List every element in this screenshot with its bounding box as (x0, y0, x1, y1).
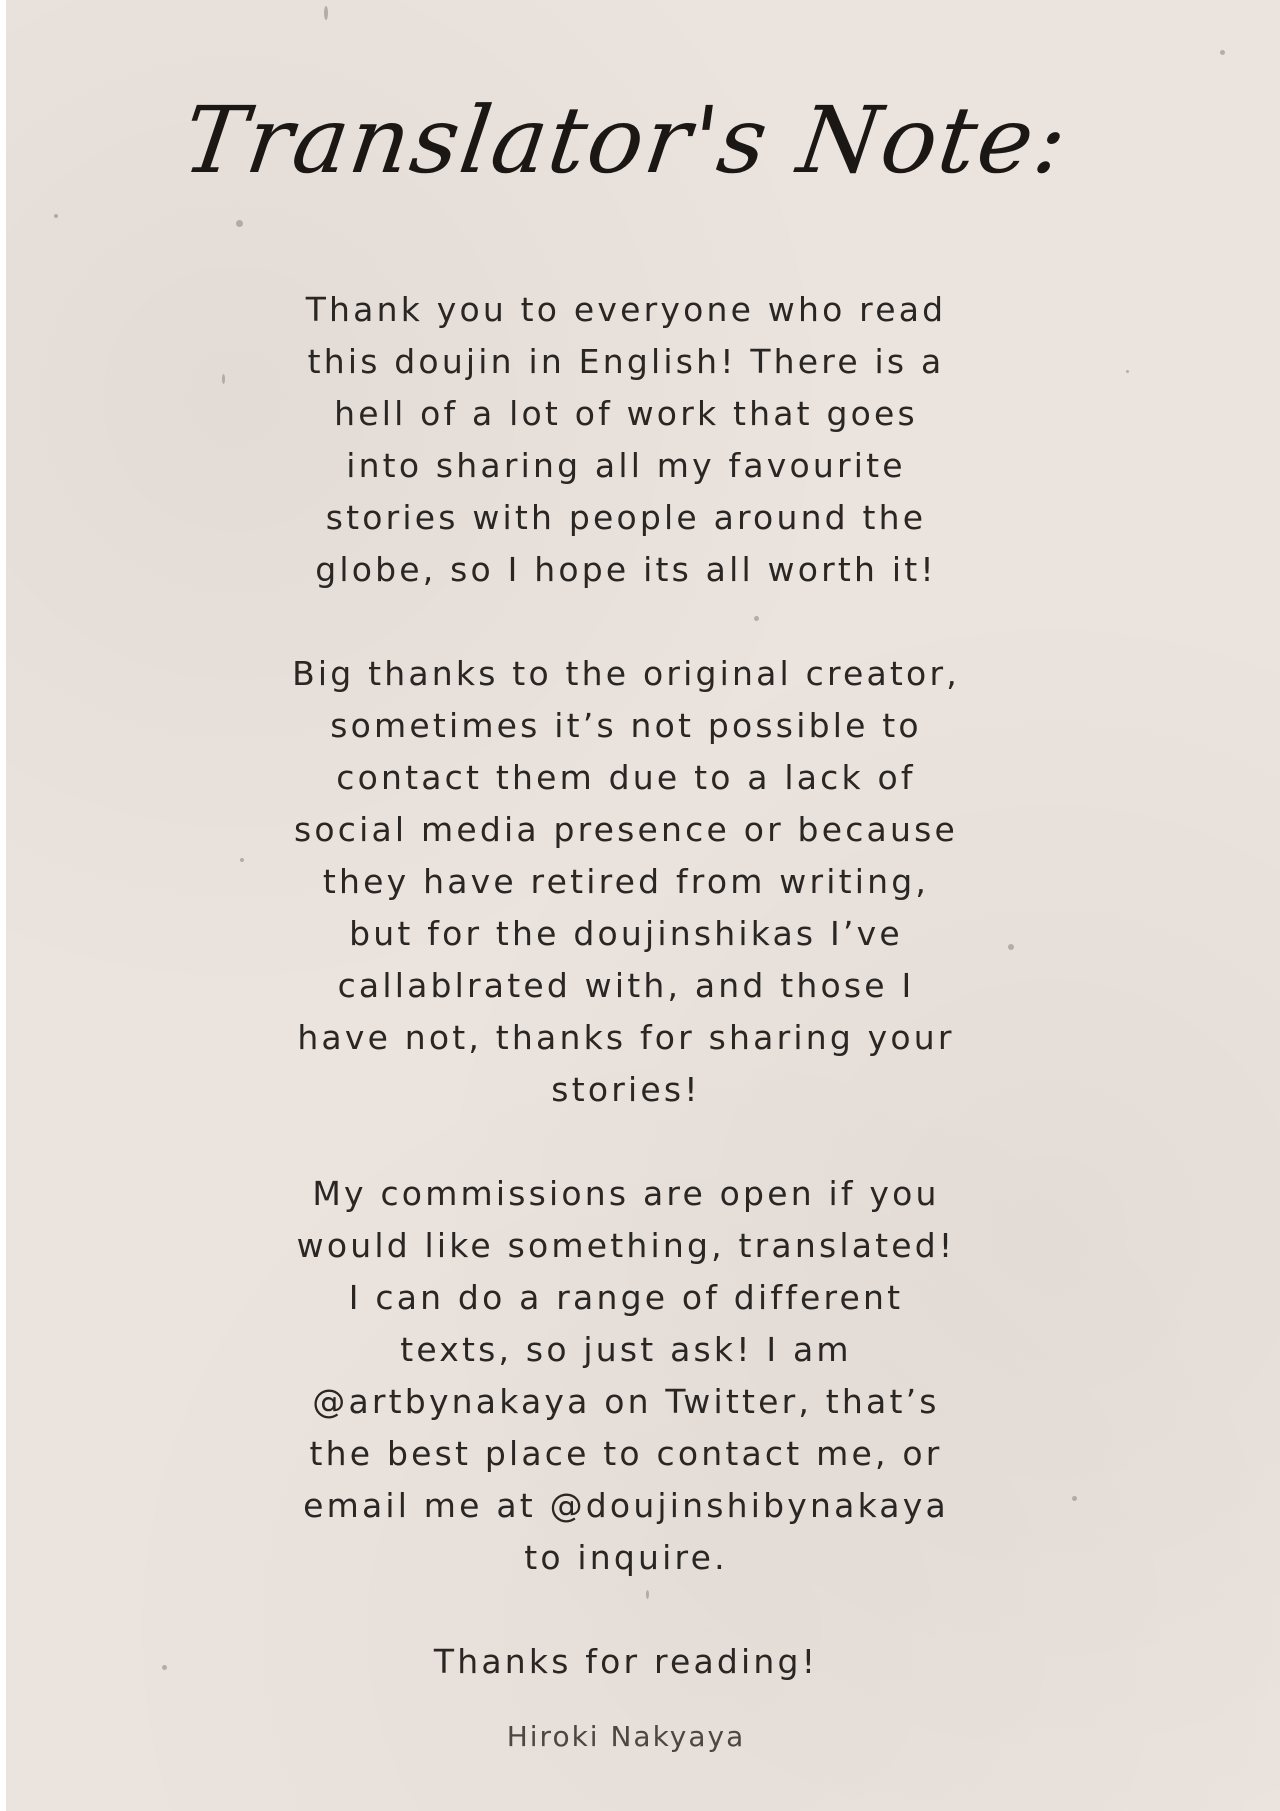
text-line: to inquire. (524, 1538, 728, 1577)
signature: Hiroki Nakyaya (506, 1720, 746, 1753)
paper-speck (1220, 50, 1225, 55)
paragraph-thanks-readers (276, 284, 976, 596)
text-line: into sharing all my favourite (346, 446, 906, 485)
paper-background (6, 0, 1280, 1811)
text-line: Big thanks to the original creator, (292, 654, 960, 693)
text-line: hell of a lot of work that goes (334, 394, 918, 433)
paragraph-gap (276, 1116, 976, 1168)
paper-speck (222, 374, 225, 384)
text-line: I can do a range of different (348, 1278, 904, 1317)
page-title: Translator's Note: (176, 87, 1076, 194)
text-line: the best place to contact me, or (309, 1434, 943, 1473)
text-line: sometimes it’s not possible to (330, 706, 922, 745)
text-line: this doujin in English! There is a (307, 342, 945, 381)
paper-speck (1126, 370, 1129, 373)
text-line: have not, thanks for sharing your (297, 1018, 955, 1057)
paper-speck (236, 220, 243, 227)
text-line: globe, so I hope its all worth it! (315, 550, 937, 589)
paragraph-thanks-creator (276, 648, 976, 1116)
paragraph-gap (276, 1584, 976, 1636)
text-line: but for the doujinshikas I’ve (349, 914, 903, 953)
paragraph-gap (276, 596, 976, 648)
text-line: social media presence or because (294, 810, 958, 849)
paper-speck (1008, 944, 1014, 950)
paper-speck (324, 6, 328, 20)
text-line: My commissions are open if you (312, 1174, 940, 1213)
text-line: stories with people around the (325, 498, 927, 537)
text-line: email me at @doujinshibynakaya (303, 1486, 949, 1525)
text-line: Thank you to everyone who read (305, 290, 947, 329)
paper-speck (54, 214, 58, 218)
text-line: texts, so just ask! I am (400, 1330, 852, 1369)
text-line: would like something, translated! (296, 1226, 956, 1265)
paper-speck (162, 1665, 167, 1670)
text-line: stories! (551, 1070, 701, 1109)
closing-line: Thanks for reading! (433, 1642, 819, 1681)
paper-speck (240, 858, 244, 862)
text-line: @artbynakaya on Twitter, that’s (312, 1382, 940, 1421)
text-line: they have retired from writing, (322, 862, 930, 901)
paper-speck (1072, 1496, 1077, 1501)
text-line: contact them due to a lack of (336, 758, 916, 797)
paragraph-commissions (276, 1168, 976, 1584)
text-line: callablrated with, and those I (337, 966, 915, 1005)
note-body (276, 284, 976, 1688)
